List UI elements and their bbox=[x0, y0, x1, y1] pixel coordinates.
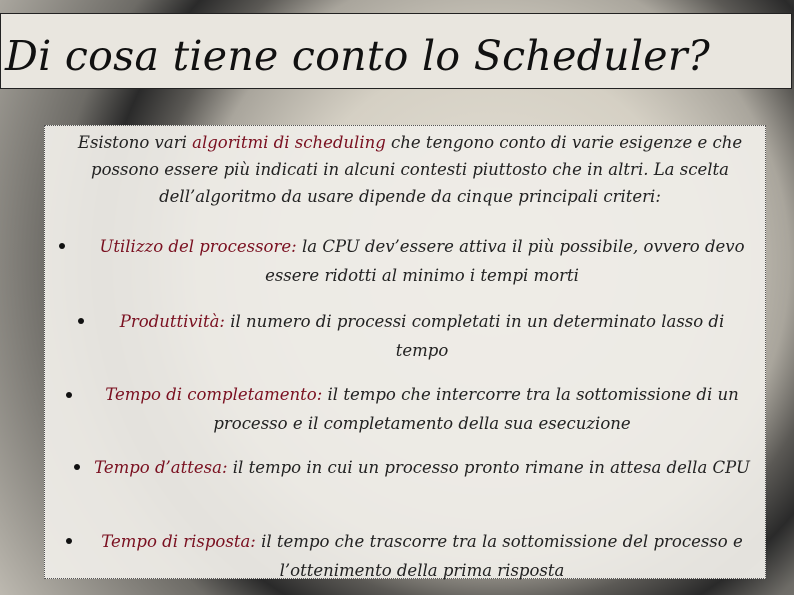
criterion-text: il tempo in cui un processo pronto rimane in attesa della CPU bbox=[227, 458, 750, 477]
intro-before: Esistono vari bbox=[77, 133, 193, 152]
intro-paragraph bbox=[60, 129, 760, 210]
criterion-term: Tempo di risposta: bbox=[101, 532, 256, 551]
bullet-icon bbox=[59, 243, 65, 249]
criterion-term: Produttività: bbox=[119, 312, 225, 331]
bullet-icon bbox=[74, 464, 80, 470]
criterion-text: il tempo che trascorre tra la sottomissione del processo e l’ottenimento della prima risposta bbox=[255, 532, 743, 580]
criterion-text: il numero di processi completati in un determinato lasso di tempo bbox=[225, 312, 725, 360]
criterion-item bbox=[92, 307, 752, 365]
criterion-text: la CPU dev’essere attiva il più possibile, ovvero devo essere ridotti al minimo i tempi morti bbox=[265, 237, 745, 285]
intro-highlight: algoritmi di scheduling bbox=[192, 133, 386, 152]
criterion-item bbox=[82, 380, 762, 438]
bullet-icon bbox=[78, 318, 84, 324]
bullet-icon bbox=[66, 392, 72, 398]
criterion-text: il tempo che intercorre tra la sottomissione di un processo e il completamento della sua esecuzione bbox=[213, 385, 739, 433]
criterion-term: Utilizzo del processore: bbox=[99, 237, 297, 256]
bullet-icon bbox=[66, 538, 72, 544]
slide-title: Di cosa tiene conto lo Scheduler? bbox=[5, 32, 711, 80]
criterion-item bbox=[82, 527, 762, 585]
criterion-term: Tempo di completamento: bbox=[105, 385, 323, 404]
title-bar bbox=[0, 13, 792, 89]
criterion-term: Tempo d’attesa: bbox=[94, 458, 228, 477]
criterion-item bbox=[92, 453, 752, 482]
criterion-item bbox=[72, 232, 772, 290]
intro-after: che tengono conto di varie esigenze e che possono essere più indicati in alcuni contesti piuttosto che in altri. La scelta dell’algoritmo da usare dipende da cinque principali criteri: bbox=[91, 133, 743, 206]
